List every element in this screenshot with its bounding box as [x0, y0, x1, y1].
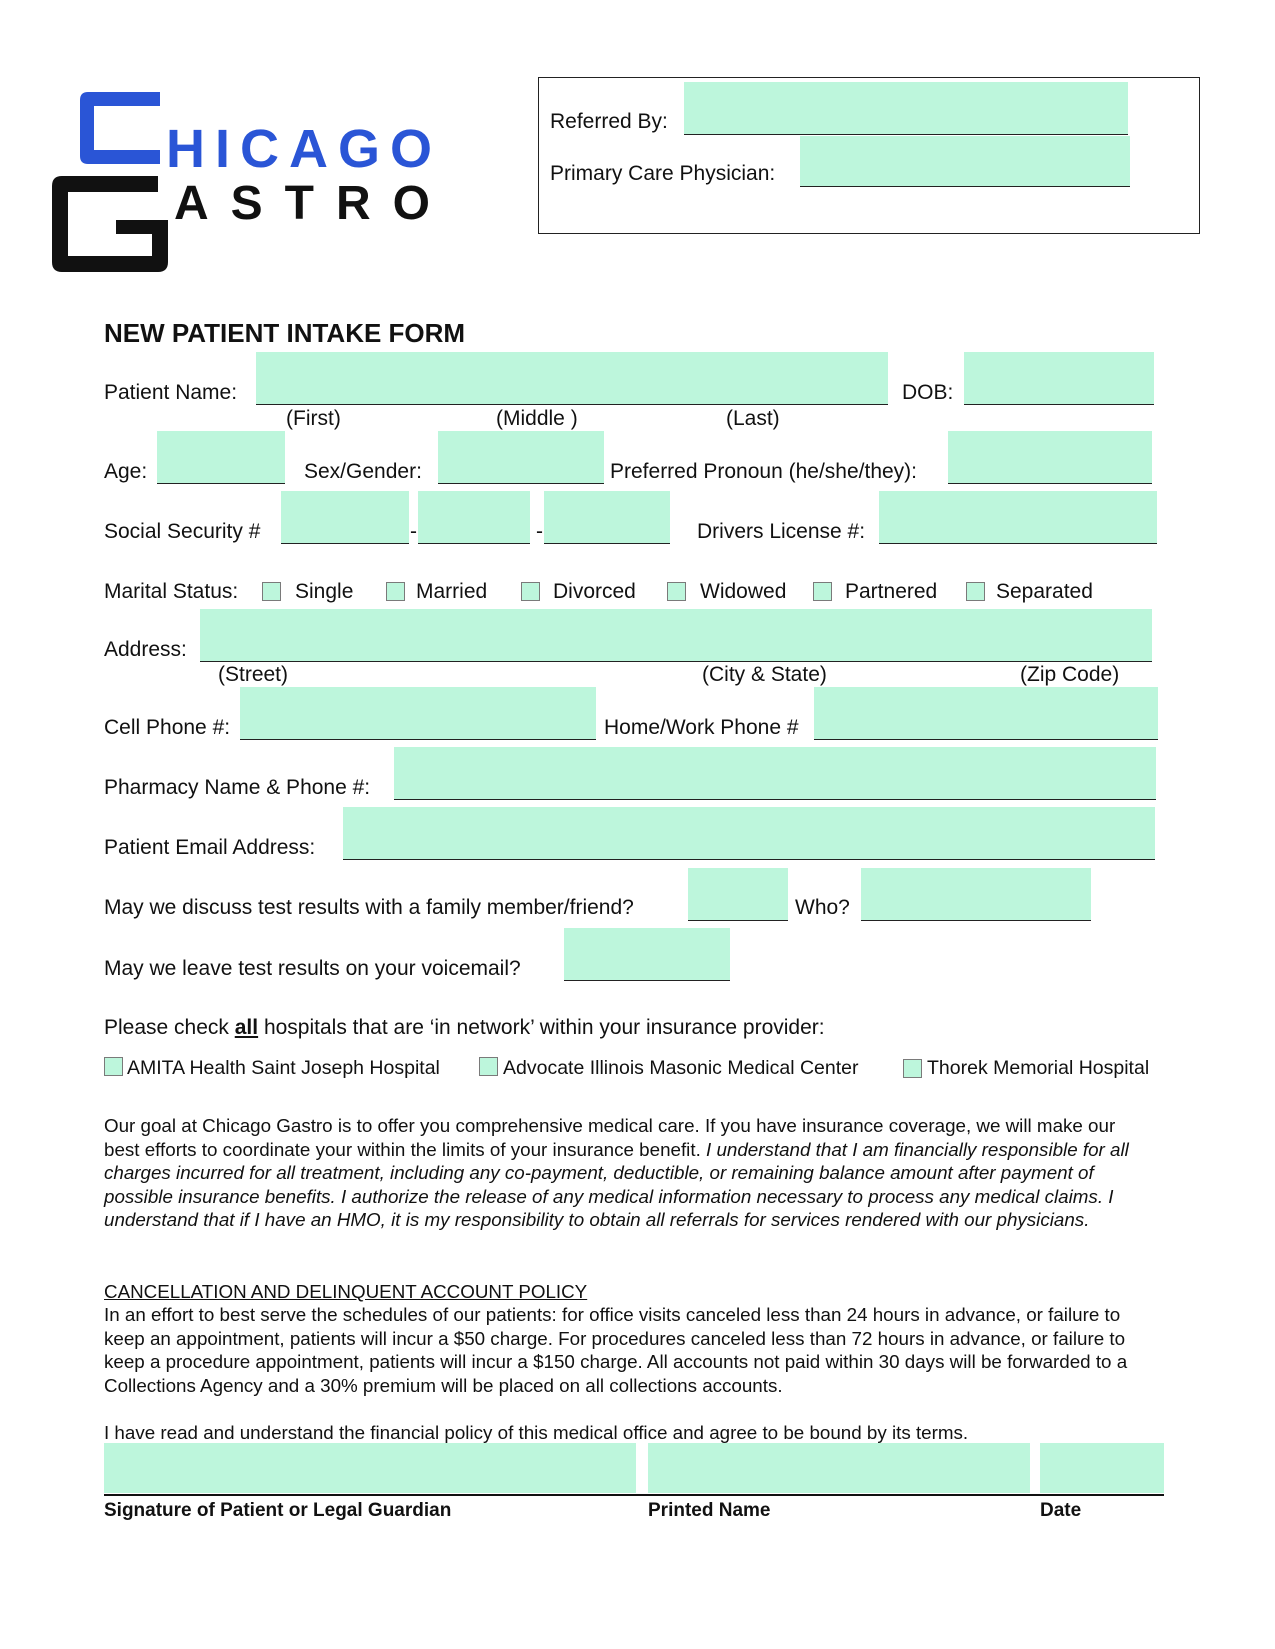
- marital-married-label: Married: [416, 580, 488, 603]
- pharmacy-input[interactable]: [394, 747, 1156, 799]
- marital-separated-checkbox[interactable]: [966, 582, 985, 601]
- discuss-label: May we discuss test results with a family member/friend?: [104, 896, 634, 919]
- marital-label: Marital Status:: [104, 580, 239, 603]
- printed-name-label: Printed Name: [648, 1500, 771, 1521]
- age-label: Age:: [104, 460, 148, 483]
- signature-rule: [104, 1494, 1164, 1496]
- address-sub-zip: (Zip Code): [1020, 663, 1120, 686]
- name-sub-middle: (Middle ): [496, 407, 578, 430]
- discuss-underline: [688, 920, 788, 921]
- address-label: Address:: [104, 638, 187, 661]
- referred-by-underline: [684, 134, 1128, 135]
- ssn-part3-underline: [544, 543, 670, 544]
- physician-input[interactable]: [800, 136, 1130, 186]
- ssn-part1-underline: [281, 543, 409, 544]
- marital-partnered-label: Partnered: [845, 580, 938, 603]
- marital-widowed-label: Widowed: [700, 580, 787, 603]
- gender-label: Sex/Gender:: [304, 460, 422, 483]
- gender-input[interactable]: [438, 431, 604, 483]
- ssn-part1-input[interactable]: [281, 491, 409, 543]
- referred-by-label: Referred By:: [550, 110, 668, 133]
- who-input[interactable]: [861, 868, 1091, 920]
- cell-phone-label: Cell Phone #:: [104, 716, 231, 739]
- home-phone-underline: [814, 739, 1158, 740]
- ssn-sep-2: -: [536, 520, 543, 543]
- referred-by-input[interactable]: [684, 82, 1128, 134]
- hospitals-prompt-emph: all: [234, 1016, 259, 1039]
- marital-divorced-checkbox[interactable]: [521, 582, 540, 601]
- logo: [48, 84, 488, 294]
- ssn-label: Social Security #: [104, 520, 261, 543]
- dob-label: DOB:: [902, 381, 954, 404]
- who-label: Who?: [795, 896, 850, 919]
- printed-name-input[interactable]: [648, 1443, 1030, 1493]
- license-underline: [879, 543, 1157, 544]
- signature-label: Signature of Patient or Legal Guardian: [104, 1500, 452, 1521]
- address-underline: [200, 661, 1152, 662]
- hospitals-prompt-before: Please check: [104, 1016, 235, 1039]
- cancellation-heading: CANCELLATION AND DELINQUENT ACCOUNT POLICY: [104, 1281, 588, 1302]
- marital-divorced-label: Divorced: [553, 580, 636, 603]
- pronoun-underline: [948, 483, 1152, 484]
- agreement-text: I have read and understand the financial policy of this medical office and agree to be bound by its terms.: [104, 1422, 969, 1443]
- ssn-part2-input[interactable]: [418, 491, 530, 543]
- discuss-input[interactable]: [688, 868, 788, 920]
- dob-input[interactable]: [964, 352, 1154, 404]
- voicemail-input[interactable]: [564, 928, 730, 980]
- hospital-thorek-label: Thorek Memorial Hospital: [927, 1057, 1150, 1079]
- form-title: NEW PATIENT INTAKE FORM: [104, 318, 466, 348]
- hospital-advocate-checkbox[interactable]: [479, 1057, 498, 1076]
- gender-underline: [438, 483, 604, 484]
- patient-name-underline: [256, 404, 888, 405]
- voicemail-label: May we leave test results on your voicemail?: [104, 957, 521, 980]
- pronoun-label: Preferred Pronoun (he/she/they):: [610, 460, 918, 483]
- license-label: Drivers License #:: [697, 520, 866, 543]
- dob-underline: [964, 404, 1154, 405]
- email-label: Patient Email Address:: [104, 836, 316, 859]
- logo-text-bottom: ASTRO: [174, 177, 452, 230]
- hospitals-prompt-after: hospitals that are ‘in network’ within your insurance provider:: [258, 1016, 825, 1039]
- date-input[interactable]: [1040, 1443, 1164, 1493]
- physician-label: Primary Care Physician:: [550, 162, 776, 185]
- address-input[interactable]: [200, 609, 1152, 661]
- ssn-part2-underline: [418, 543, 530, 544]
- physician-underline: [800, 186, 1130, 187]
- pharmacy-label: Pharmacy Name & Phone #:: [104, 776, 371, 799]
- cancellation-body: In an effort to best serve the schedules of our patients: for office visits canceled less than 24 hours in advance, or failure to keep an appointment, patients will incur a $50 charge. For procedures canceled less than 72 hours in advance, or failure to keep a procedure appointment, patients will incur a $150 charge. All accounts not paid within 30 days will be forwarded to a Collections Agency and a 30% premium will be placed on all collections accounts.: [104, 1304, 1128, 1396]
- email-underline: [343, 859, 1155, 860]
- hospital-advocate-label: Advocate Illinois Masonic Medical Center: [503, 1057, 859, 1079]
- cell-phone-underline: [240, 739, 596, 740]
- name-sub-first: (First): [286, 407, 341, 430]
- email-input[interactable]: [343, 807, 1155, 859]
- pharmacy-underline: [394, 799, 1156, 800]
- ssn-sep-1: -: [410, 520, 417, 543]
- marital-partnered-checkbox[interactable]: [813, 582, 832, 601]
- age-underline: [157, 483, 285, 484]
- marital-single-checkbox[interactable]: [262, 582, 281, 601]
- date-label: Date: [1040, 1500, 1082, 1521]
- who-underline: [861, 920, 1091, 921]
- financial-policy-paragraph: [104, 1114, 1134, 1232]
- home-phone-input[interactable]: [814, 687, 1158, 739]
- cell-phone-input[interactable]: [240, 687, 596, 739]
- name-sub-last: (Last): [726, 407, 780, 430]
- hospital-thorek-checkbox[interactable]: [903, 1059, 922, 1078]
- hospitals-prompt: [104, 1016, 825, 1040]
- signature-input[interactable]: [104, 1443, 636, 1493]
- ssn-part3-input[interactable]: [544, 491, 670, 543]
- home-phone-label: Home/Work Phone #: [604, 716, 799, 739]
- marital-married-checkbox[interactable]: [386, 582, 405, 601]
- license-input[interactable]: [879, 491, 1157, 543]
- voicemail-underline: [564, 980, 730, 981]
- hospital-amita-label: AMITA Health Saint Joseph Hospital: [127, 1057, 440, 1079]
- hospital-amita-checkbox[interactable]: [104, 1057, 123, 1076]
- financial-italic: I understand that I am financially responsible for all charges incurred for all treatment, including any co-payment, deductible, or remaining balance amount after payment of possible insurance benefits. I authorize the release of any medical information necessary to process any medical claims. I understand that if I have an HMO, it is my responsibility to obtain all referrals for services rendered with our physicians.: [104, 1138, 1129, 1230]
- marital-widowed-checkbox[interactable]: [667, 582, 686, 601]
- financial-intro: Our goal at Chicago Gastro is to offer you comprehensive medical care. If you have insurance coverage, we will make our best efforts to coordinate your within the limits of your insurance benefit.: [104, 1115, 1116, 1160]
- marital-separated-label: Separated: [996, 580, 1093, 603]
- pronoun-input[interactable]: [948, 431, 1152, 483]
- patient-name-label: Patient Name:: [104, 381, 238, 404]
- marital-single-label: Single: [295, 580, 354, 603]
- address-sub-street: (Street): [218, 663, 289, 686]
- age-input[interactable]: [157, 431, 285, 483]
- address-sub-city: (City & State): [702, 663, 827, 686]
- patient-name-input[interactable]: [256, 352, 888, 404]
- logo-text-top: HICAGO: [166, 119, 442, 179]
